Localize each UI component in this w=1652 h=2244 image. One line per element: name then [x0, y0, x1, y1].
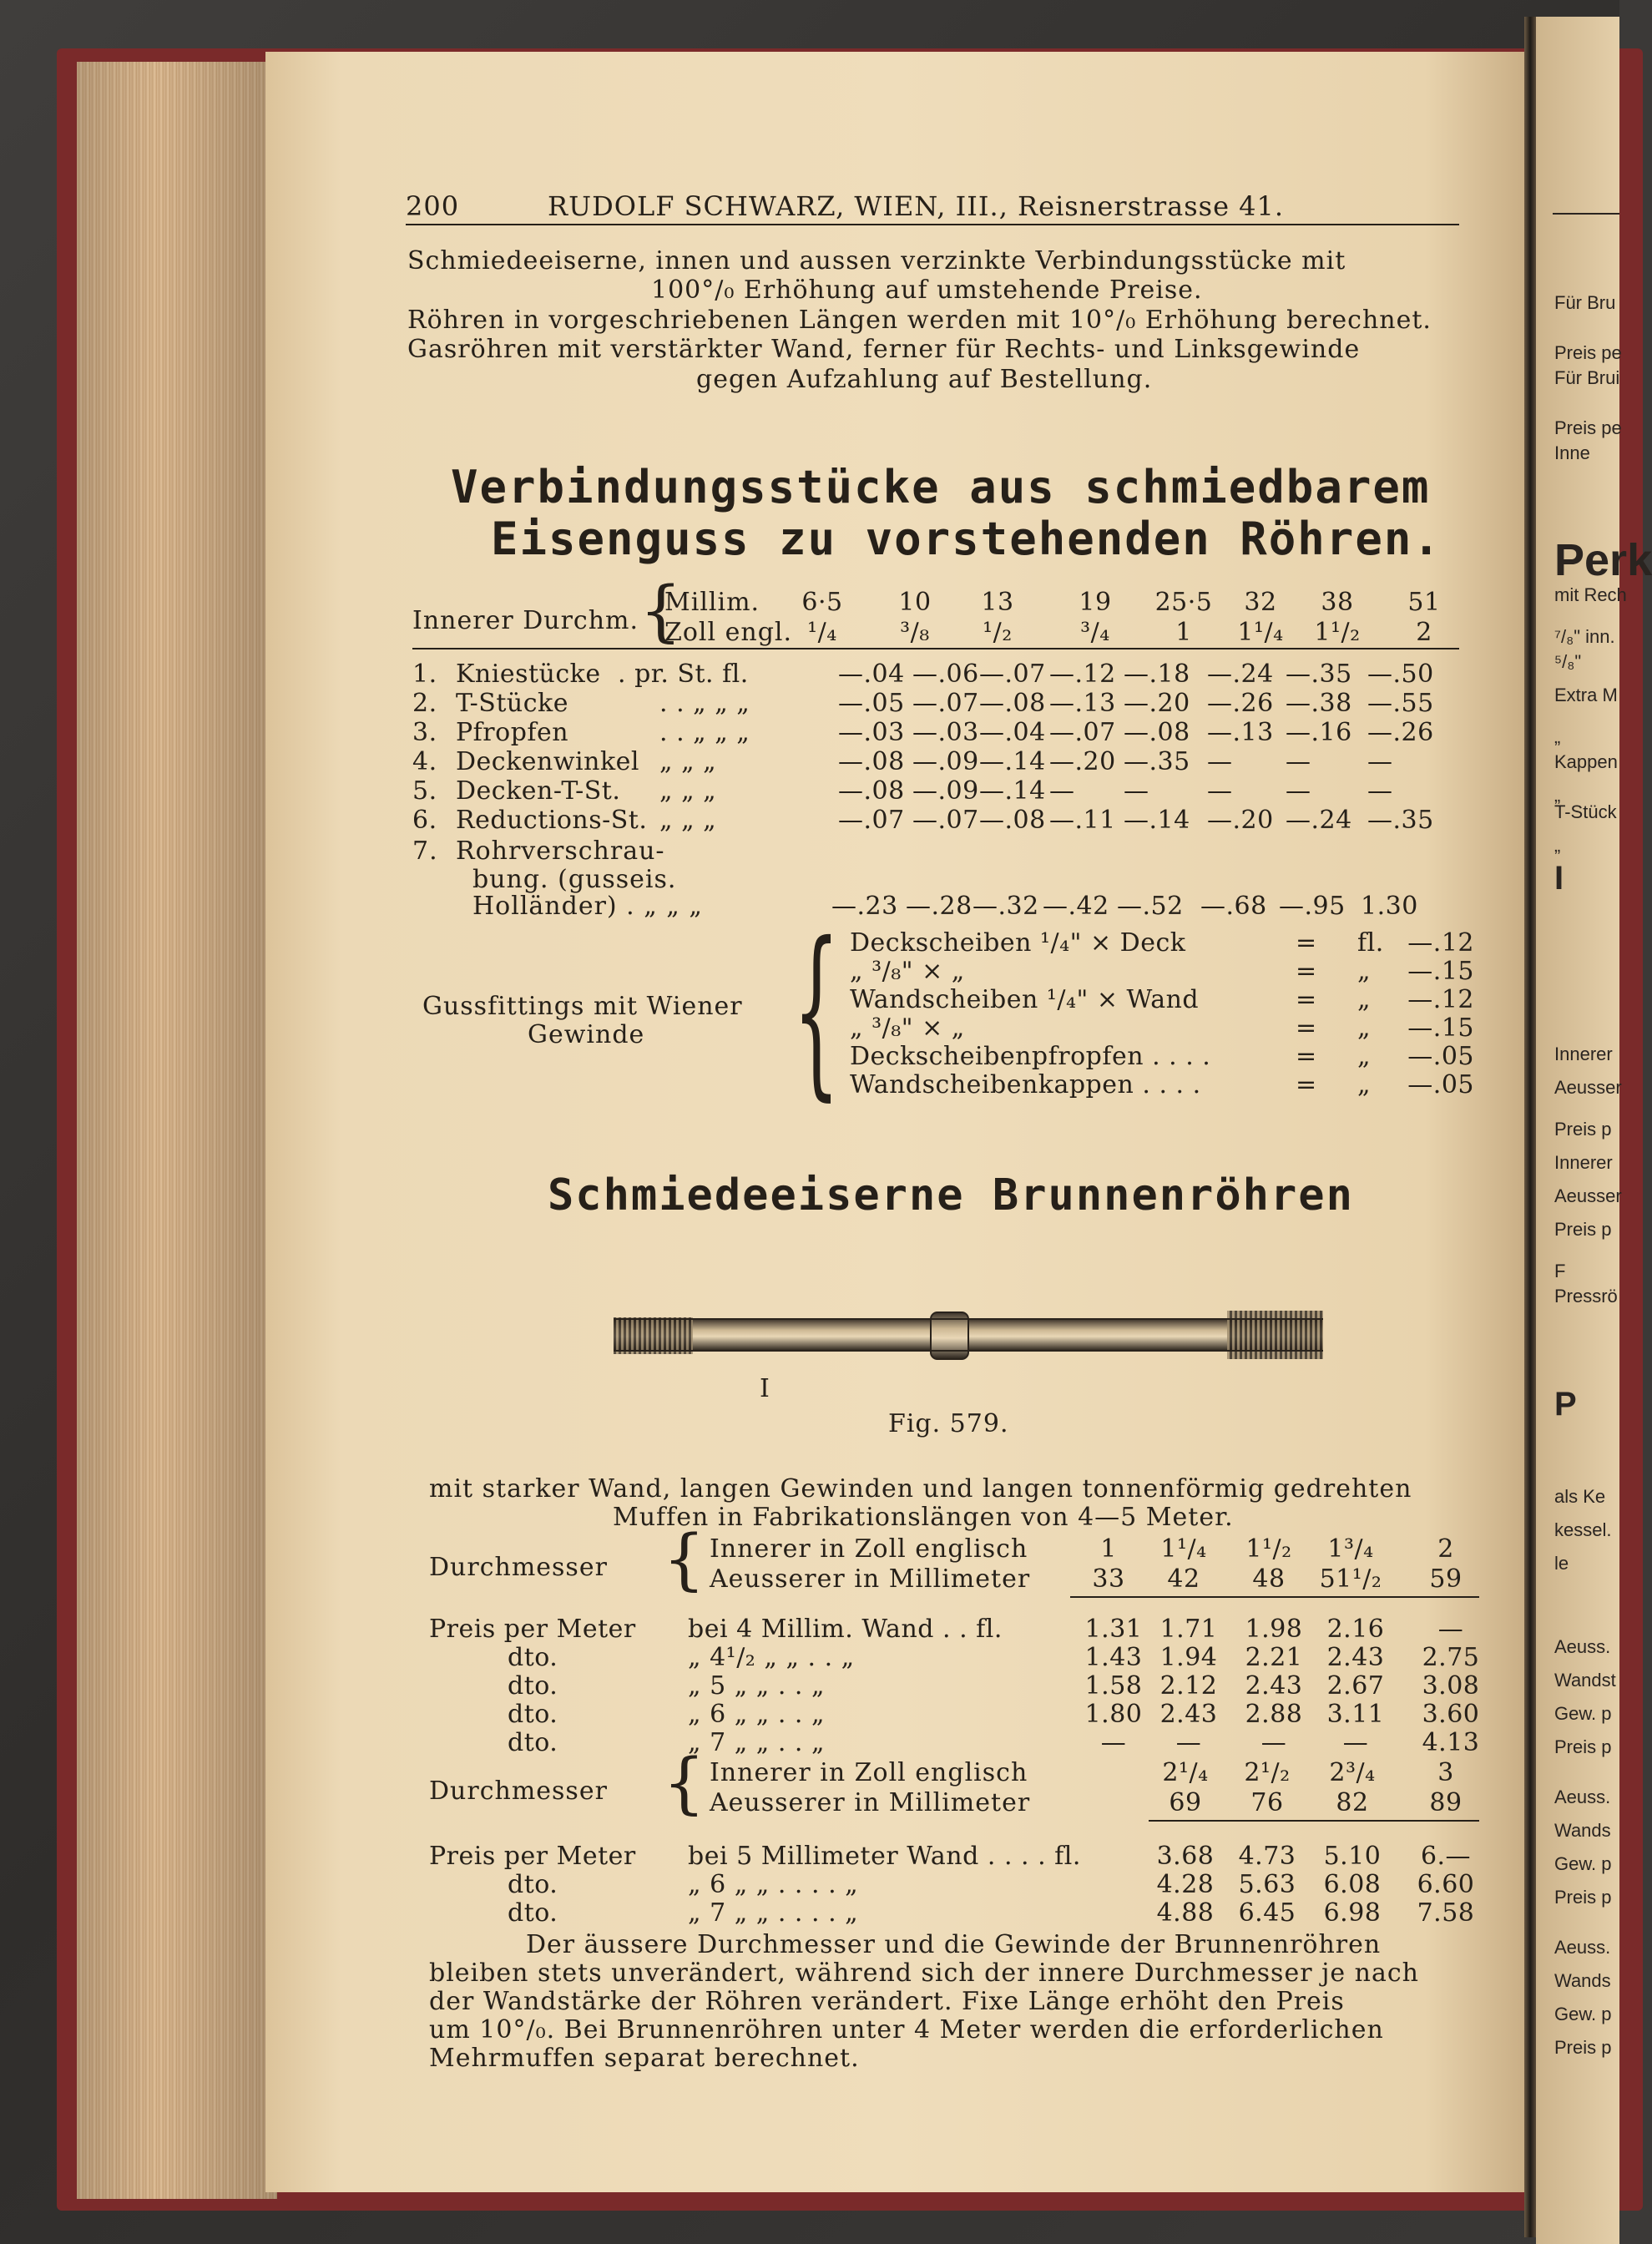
- price-cell: 6.08: [1323, 1870, 1382, 1899]
- row-name: Holländer) . „ „ „: [472, 892, 703, 921]
- brace: {: [793, 903, 840, 1117]
- next-page-text: Für Bru: [1554, 292, 1616, 313]
- price-cell: 2.16: [1326, 1615, 1385, 1644]
- equals-sign: =: [1296, 1042, 1317, 1071]
- millim-value: 51: [1407, 588, 1441, 617]
- next-page-text: le: [1554, 1553, 1569, 1574]
- row-desc: bei 5 Millimeter Wand . . . . fl.: [688, 1842, 1081, 1871]
- next-page-text: „: [1554, 785, 1561, 806]
- price-cell: —.08: [1124, 718, 1190, 747]
- price-cell: —.07: [912, 806, 979, 835]
- gussfittings-label: Gussfittings mit Wiener: [422, 992, 743, 1021]
- millim-value: 32: [1244, 588, 1277, 617]
- row-name: bung. (gusseis.: [472, 865, 677, 894]
- price-cell: 4.73: [1238, 1842, 1296, 1871]
- price-cell: —.95: [1279, 892, 1346, 921]
- price-cell: 1.94: [1159, 1643, 1218, 1672]
- row-label: dto.: [508, 1700, 558, 1729]
- brace: {: [639, 572, 682, 649]
- page-number: 200: [406, 190, 460, 222]
- price-cell: 2.43: [1326, 1643, 1385, 1672]
- next-page-text: Kappen: [1554, 751, 1618, 772]
- next-page-text: P: [1554, 1386, 1577, 1423]
- price-cell: —.32: [973, 892, 1039, 921]
- price-cell: 1.58: [1084, 1671, 1143, 1701]
- inner-value: 2¹/₄: [1162, 1758, 1209, 1787]
- next-page-text: Preis p: [1554, 1119, 1612, 1140]
- price-cell: 2.43: [1245, 1671, 1303, 1701]
- price-cell: 1.43: [1084, 1643, 1143, 1672]
- outer-value: 89: [1429, 1788, 1463, 1817]
- desc-line: mit starker Wand, langen Gewinden und langen tonnenförmig gedrehten: [429, 1474, 1412, 1504]
- intro-line: Schmiedeeiserne, innen und aussen verzinkte Verbindungsstücke mit: [407, 246, 1346, 275]
- price-cell: 4.28: [1156, 1870, 1215, 1899]
- price-cell: 7.58: [1417, 1898, 1475, 1928]
- row-label: Preis per Meter: [429, 1842, 636, 1871]
- price-cell: —: [1342, 1728, 1369, 1757]
- outer-value: 42: [1167, 1564, 1200, 1594]
- fitting-price: —.15: [1407, 957, 1474, 986]
- price-cell: —.14: [1124, 806, 1190, 835]
- row-number: 2.: [412, 689, 437, 718]
- price-cell: —: [1124, 776, 1149, 806]
- equals-sign: =: [1296, 985, 1317, 1014]
- price-cell: —.12: [1049, 660, 1116, 689]
- price-cell: 5.10: [1323, 1842, 1382, 1871]
- fitting-price: —.12: [1407, 985, 1474, 1014]
- price-cell: —.07: [838, 806, 905, 835]
- price-cell: —: [1367, 776, 1393, 806]
- fitting-name: Wandscheibenkappen . . . .: [850, 1070, 1201, 1099]
- price-cell: —.52: [1117, 892, 1184, 921]
- next-page-text: F: [1554, 1261, 1566, 1281]
- price-cell: —.08: [838, 747, 905, 776]
- fitting-unit: „: [1357, 957, 1372, 986]
- price-cell: —.09: [912, 776, 979, 806]
- zoll-value: ¹/₂: [983, 618, 1013, 647]
- price-cell: 6.98: [1323, 1898, 1382, 1928]
- next-page-text: Wands: [1554, 1820, 1611, 1841]
- row-number: 1.: [412, 660, 437, 689]
- zoll-label: Zoll engl.: [664, 618, 793, 647]
- price-cell: —: [1049, 776, 1075, 806]
- price-cell: 1.71: [1159, 1615, 1218, 1644]
- price-cell: —.05: [838, 689, 905, 718]
- row-number: 3.: [412, 718, 437, 747]
- next-page-text: Wands: [1554, 1970, 1611, 1991]
- next-page-text: Preis p: [1554, 1736, 1612, 1757]
- footer-line: bleiben stets unverändert, während sich der innere Durchmesser je nach: [429, 1958, 1420, 1988]
- next-page-text: Aeusser: [1554, 1185, 1622, 1206]
- row-name: Rohrverschrau-: [456, 836, 665, 866]
- intro-line: gegen Aufzahlung auf Bestellung.: [696, 365, 1153, 394]
- row-label: dto.: [508, 1728, 558, 1757]
- next-page-text: „: [1554, 726, 1561, 747]
- price-cell: —: [1286, 747, 1311, 776]
- price-cell: —: [1260, 1728, 1287, 1757]
- next-page-text: Innerer: [1554, 1152, 1613, 1173]
- row-label: dto.: [508, 1898, 558, 1928]
- row-desc: „ 4¹/₂ „ „ . . „: [688, 1643, 855, 1672]
- table1-rule: [412, 648, 1459, 649]
- price-cell: 6.45: [1238, 1898, 1296, 1928]
- next-page-text: Preis pe: [1554, 417, 1622, 438]
- row-number: 6.: [412, 806, 437, 835]
- millim-value: 38: [1321, 588, 1354, 617]
- book-gutter: [1524, 17, 1536, 2237]
- intro-line: 100°/₀ Erhöhung auf umstehende Preise.: [651, 275, 1203, 305]
- footer-line: Der äussere Durchmesser und die Gewinde der Brunnenröhren: [526, 1930, 1382, 1959]
- figure-mark: I: [760, 1374, 770, 1403]
- price-cell: —.08: [838, 776, 905, 806]
- price-cell: 1.30: [1361, 892, 1418, 921]
- zoll-value: 1¹/₂: [1314, 618, 1361, 647]
- inner-label: Innerer in Zoll englisch: [710, 1534, 1028, 1564]
- outer-value: 51¹/₂: [1319, 1564, 1382, 1594]
- price-cell: —.28: [906, 892, 973, 921]
- outer-value: 33: [1092, 1564, 1125, 1594]
- fitting-price: —.05: [1407, 1070, 1474, 1099]
- row-desc: bei 4 Millim. Wand . . fl.: [688, 1615, 1003, 1644]
- header-rule: [406, 224, 1459, 225]
- inner-value: 1³/₄: [1327, 1534, 1374, 1564]
- price-cell: —.24: [1207, 660, 1274, 689]
- next-page-text: als Ke: [1554, 1486, 1606, 1507]
- price-cell: —.13: [1049, 689, 1116, 718]
- price-cell: —.20: [1207, 806, 1274, 835]
- equals-sign: =: [1296, 928, 1317, 958]
- price-cell: —.16: [1286, 718, 1352, 747]
- price-cell: —.09: [912, 747, 979, 776]
- next-page-text: Aeusser: [1554, 1077, 1622, 1098]
- price-cell: —.35: [1124, 747, 1190, 776]
- zoll-value: 1: [1175, 618, 1192, 647]
- next-page-text: Preis p: [1554, 1219, 1612, 1240]
- equals-sign: =: [1296, 1070, 1317, 1099]
- fitting-name: Deckscheibenpfropfen . . . .: [850, 1042, 1211, 1071]
- row-desc: „ 7 „ „ . . . . „: [688, 1898, 859, 1928]
- price-cell: —.03: [838, 718, 905, 747]
- outer-value: 82: [1336, 1788, 1369, 1817]
- section2-title: Schmiedeeiserne Brunnenröhren: [548, 1170, 1354, 1221]
- price-cell: —.18: [1124, 660, 1190, 689]
- price-cell: 2.88: [1245, 1700, 1303, 1729]
- price-cell: —.04: [838, 660, 905, 689]
- fitting-unit: „: [1357, 985, 1372, 1014]
- price-cell: —.42: [1043, 892, 1109, 921]
- row-name: T-Stücke: [456, 689, 568, 718]
- price-cell: —.38: [1286, 689, 1352, 718]
- row-label: dto.: [508, 1643, 558, 1672]
- next-page-text: Gew. p: [1554, 1703, 1612, 1724]
- next-page-text: Aeuss.: [1554, 1937, 1611, 1958]
- price-cell: 4.13: [1422, 1728, 1480, 1757]
- next-page-fragment: [1536, 17, 1652, 2244]
- price-cell: —.06: [912, 660, 979, 689]
- section1-title-line1: Verbindungsstücke aus schmiedbarem: [451, 461, 1431, 513]
- next-page-text: I: [1554, 860, 1564, 897]
- row-desc: „ 5 „ „ . . „: [688, 1671, 826, 1701]
- footer-line: Mehrmuffen separat berechnet.: [429, 2044, 860, 2073]
- row-name: Pfropfen: [456, 718, 569, 747]
- fitting-name: „ ³/₈" × „: [850, 957, 965, 986]
- next-page-text: Pressrö: [1554, 1286, 1618, 1306]
- price-cell: —.13: [1207, 718, 1274, 747]
- row-unit: „ „ „: [659, 776, 717, 806]
- fitting-name: „ ³/₈" × „: [850, 1013, 965, 1043]
- price-cell: 1.98: [1245, 1615, 1303, 1644]
- price-cell: 3.11: [1326, 1700, 1385, 1729]
- row-label: dto.: [508, 1870, 558, 1899]
- intro-line: Gasröhren mit verstärkter Wand, ferner für Rechts- und Linksgewinde: [407, 335, 1361, 364]
- price-cell: —.50: [1367, 660, 1434, 689]
- row-desc: „ 7 „ „ . . „: [688, 1728, 826, 1757]
- next-page-text: Innerer: [1554, 1044, 1613, 1064]
- row-number: 4.: [412, 747, 437, 776]
- row-name: Reductions-St.: [456, 806, 648, 835]
- price-cell: —.24: [1286, 806, 1352, 835]
- price-cell: —.20: [1049, 747, 1116, 776]
- next-page-text: Für Brui: [1554, 367, 1620, 388]
- running-title: RUDOLF SCHWARZ, WIEN, III., Reisnerstrasse 41.: [548, 190, 1285, 222]
- price-cell: —: [1437, 1615, 1464, 1644]
- durchmesser-label: Durchmesser: [429, 1553, 608, 1582]
- price-cell: —.03: [912, 718, 979, 747]
- price-cell: —: [1286, 776, 1311, 806]
- section1-title-line2: Eisenguss zu vorstehenden Röhren.: [491, 513, 1442, 565]
- row-unit: „ „ „: [659, 806, 717, 835]
- next-page-text: Preis p: [1554, 2037, 1612, 2058]
- brace: {: [663, 1744, 705, 1822]
- diameter-label: Innerer Durchm.: [412, 606, 639, 635]
- fitting-price: —.05: [1407, 1042, 1474, 1071]
- next-page-text: ⁷/₈" inn.: [1554, 626, 1615, 647]
- zoll-value: 1¹/₄: [1237, 618, 1284, 647]
- next-page-text: Inne: [1554, 442, 1590, 463]
- price-cell: —.68: [1200, 892, 1267, 921]
- price-cell: 6.—: [1420, 1842, 1472, 1871]
- price-cell: —: [1175, 1728, 1202, 1757]
- price-cell: —.26: [1207, 689, 1274, 718]
- outer-label: Aeusserer in Millimeter: [710, 1788, 1031, 1817]
- next-page-text: Wandst: [1554, 1670, 1616, 1691]
- price-cell: —.14: [979, 747, 1046, 776]
- row-unit: . . „ „ „: [659, 718, 750, 747]
- price-cell: —.07: [912, 689, 979, 718]
- price-cell: —: [1207, 747, 1233, 776]
- next-page-text: Preis p: [1554, 1887, 1612, 1908]
- millim-value: 6·5: [801, 588, 843, 617]
- inner-value: 2³/₄: [1329, 1758, 1376, 1787]
- footer-line: um 10°/₀. Bei Brunnenröhren unter 4 Meter werden die erforderlichen: [429, 2015, 1384, 2044]
- fitting-unit: „: [1357, 1070, 1372, 1099]
- outer-value: 59: [1429, 1564, 1463, 1594]
- inner-value: 1: [1100, 1534, 1117, 1564]
- price-cell: 4.88: [1156, 1898, 1215, 1928]
- equals-sign: =: [1296, 957, 1317, 986]
- outer-value: 48: [1252, 1564, 1286, 1594]
- fitting-price: —.12: [1407, 928, 1474, 958]
- intro-line: Röhren in vorgeschriebenen Längen werden mit 10°/₀ Erhöhung berechnet.: [407, 306, 1432, 335]
- zoll-value: 2: [1416, 618, 1432, 647]
- next-page-text: ⁵/₈": [1554, 651, 1582, 672]
- price-cell: —.11: [1049, 806, 1116, 835]
- row-name: Kniestücke: [456, 660, 601, 689]
- desc-line: Muffen in Fabrikationslängen von 4—5 Meter.: [613, 1503, 1234, 1532]
- price-cell: 2.43: [1159, 1700, 1218, 1729]
- millim-value: 25·5: [1154, 588, 1213, 617]
- row-unit: . pr. St. fl.: [618, 660, 749, 689]
- inner-value: 2: [1437, 1534, 1454, 1564]
- fitting-unit: fl.: [1357, 928, 1384, 958]
- fitting-price: —.15: [1407, 1013, 1474, 1043]
- pipe-illustration: [614, 1302, 1323, 1369]
- outer-value: 76: [1250, 1788, 1284, 1817]
- price-cell: 2.75: [1422, 1643, 1480, 1672]
- rule: [1149, 1820, 1479, 1822]
- price-cell: 6.60: [1417, 1870, 1475, 1899]
- price-cell: 2.12: [1159, 1671, 1218, 1701]
- row-name: Deckenwinkel: [456, 747, 639, 776]
- next-page-text: kessel.: [1554, 1519, 1612, 1540]
- row-name: Decken-T-St.: [456, 776, 621, 806]
- equals-sign: =: [1296, 1013, 1317, 1043]
- row-number: 5.: [412, 776, 437, 806]
- next-page-text: T-Stück: [1554, 801, 1617, 822]
- price-cell: 2.67: [1326, 1671, 1385, 1701]
- price-cell: —: [1207, 776, 1233, 806]
- figure-caption: Fig. 579.: [888, 1409, 1009, 1438]
- price-cell: 3.68: [1156, 1842, 1215, 1871]
- millim-value: 13: [981, 588, 1014, 617]
- next-page-text: Gew. p: [1554, 2004, 1612, 2024]
- zoll-value: ³/₄: [1080, 618, 1110, 647]
- inner-label: Innerer in Zoll englisch: [710, 1758, 1028, 1787]
- price-cell: —.35: [1286, 660, 1352, 689]
- outer-label: Aeusserer in Millimeter: [710, 1564, 1031, 1594]
- price-cell: 1.31: [1084, 1615, 1143, 1644]
- price-cell: 1.80: [1084, 1700, 1143, 1729]
- price-cell: —.07: [1049, 718, 1116, 747]
- price-cell: 3.60: [1422, 1700, 1480, 1729]
- zoll-value: ¹/₄: [807, 618, 837, 647]
- durchmesser-label: Durchmesser: [429, 1776, 608, 1806]
- price-cell: —.26: [1367, 718, 1434, 747]
- row-unit: . . „ „ „: [659, 689, 750, 718]
- row-label: Preis per Meter: [429, 1615, 636, 1644]
- inner-value: 3: [1437, 1758, 1454, 1787]
- inner-value: 2¹/₂: [1244, 1758, 1291, 1787]
- next-page-text: mit Rech: [1554, 584, 1627, 605]
- fitting-name: Wandscheiben ¹/₄" × Wand: [850, 985, 1200, 1014]
- row-desc: „ 6 „ „ . . . . „: [688, 1870, 859, 1899]
- price-cell: —: [1100, 1728, 1127, 1757]
- next-page-text: Aeuss.: [1554, 1636, 1611, 1657]
- next-page-text: Aeuss.: [1554, 1787, 1611, 1807]
- row-label: dto.: [508, 1671, 558, 1701]
- next-page-text: Perk: [1554, 535, 1652, 585]
- next-page-text: „: [1554, 835, 1561, 856]
- price-cell: —.08: [979, 806, 1046, 835]
- outer-value: 69: [1169, 1788, 1202, 1817]
- price-cell: 2.21: [1245, 1643, 1303, 1672]
- rule: [1070, 1596, 1479, 1598]
- price-cell: —.23: [831, 892, 898, 921]
- price-cell: 5.63: [1238, 1870, 1296, 1899]
- price-cell: —.04: [979, 718, 1046, 747]
- millim-label: Millim.: [664, 588, 760, 617]
- row-desc: „ 6 „ „ . . „: [688, 1700, 826, 1729]
- fitting-unit: „: [1357, 1042, 1372, 1071]
- price-cell: —.07: [979, 660, 1046, 689]
- brace: {: [663, 1520, 705, 1598]
- price-cell: —.20: [1124, 689, 1190, 718]
- price-cell: 3.08: [1422, 1671, 1480, 1701]
- price-cell: —: [1367, 747, 1393, 776]
- next-page-text: Extra M: [1554, 685, 1618, 705]
- inner-value: 1¹/₄: [1160, 1534, 1207, 1564]
- price-cell: —.08: [979, 689, 1046, 718]
- fitting-name: Deckscheiben ¹/₄" × Deck: [850, 928, 1186, 958]
- zoll-value: ³/₈: [900, 618, 930, 647]
- millim-value: 19: [1079, 588, 1112, 617]
- row-unit: „ „ „: [659, 747, 717, 776]
- inner-value: 1¹/₂: [1245, 1534, 1292, 1564]
- price-cell: —.55: [1367, 689, 1434, 718]
- row-number: 7.: [412, 836, 438, 866]
- gussfittings-label: Gewinde: [528, 1020, 645, 1049]
- millim-value: 10: [898, 588, 932, 617]
- price-cell: —.35: [1367, 806, 1434, 835]
- next-page-text: Gew. p: [1554, 1853, 1612, 1874]
- next-page-text: Preis pe: [1554, 342, 1622, 363]
- footer-line: der Wandstärke der Röhren verändert. Fixe Länge erhöht den Preis: [429, 1987, 1345, 2016]
- fitting-unit: „: [1357, 1013, 1372, 1043]
- price-cell: —.14: [979, 776, 1046, 806]
